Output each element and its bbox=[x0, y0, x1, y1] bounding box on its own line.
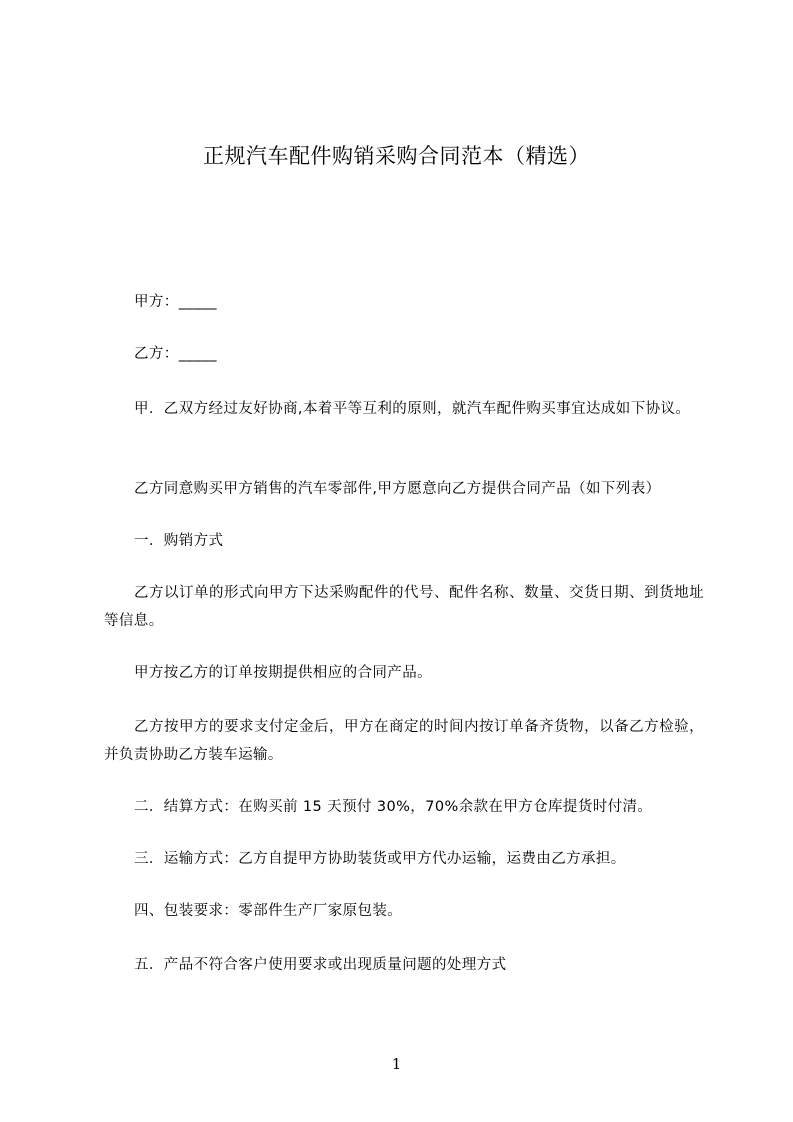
section-4-packaging: 四、包装要求：零部件生产厂家原包装。 bbox=[134, 903, 403, 919]
deposit-paragraph: 乙方按甲方的要求支付定金后，甲方在商定的时间内按订单备齐货物，以备乙方检验，并负责协助乙方装车运输。 bbox=[104, 719, 704, 763]
party-a-line: 甲方：_____ bbox=[134, 294, 217, 310]
document-title: 正规汽车配件购销采购合同范本（精选） bbox=[203, 144, 590, 168]
page-number: 1 bbox=[391, 1055, 402, 1073]
order-method-paragraph: 乙方以订单的形式向甲方下达采购配件的代号、配件名称、数量、交货日期、到货地址等信息。 bbox=[104, 585, 704, 629]
section-5-quality: 五．产品不符合客户使用要求或出现质量问题的处理方式 bbox=[134, 957, 507, 973]
section-3-transport: 三．运输方式：乙方自提甲方协助装货或甲方代办运输，运费由乙方承担。 bbox=[134, 851, 626, 867]
agreement-intro-paragraph: 甲．乙双方经过友好协商,本着平等互利的原则，就汽车配件购买事宜达成如下协议。 bbox=[134, 401, 691, 417]
party-b-line: 乙方：_____ bbox=[134, 346, 217, 362]
section-1-heading: 一．购销方式 bbox=[134, 533, 224, 549]
purchase-intent-paragraph: 乙方同意购买甲方销售的汽车零部件,甲方愿意向乙方提供合同产品（如下列表） bbox=[134, 481, 661, 497]
supply-paragraph: 甲方按乙方的订单按期提供相应的合同产品。 bbox=[134, 665, 432, 681]
section-2-settlement: 二．结算方式：在购买前 15 天预付 30%，70%余款在甲方仓库提货时付清。 bbox=[134, 799, 653, 815]
